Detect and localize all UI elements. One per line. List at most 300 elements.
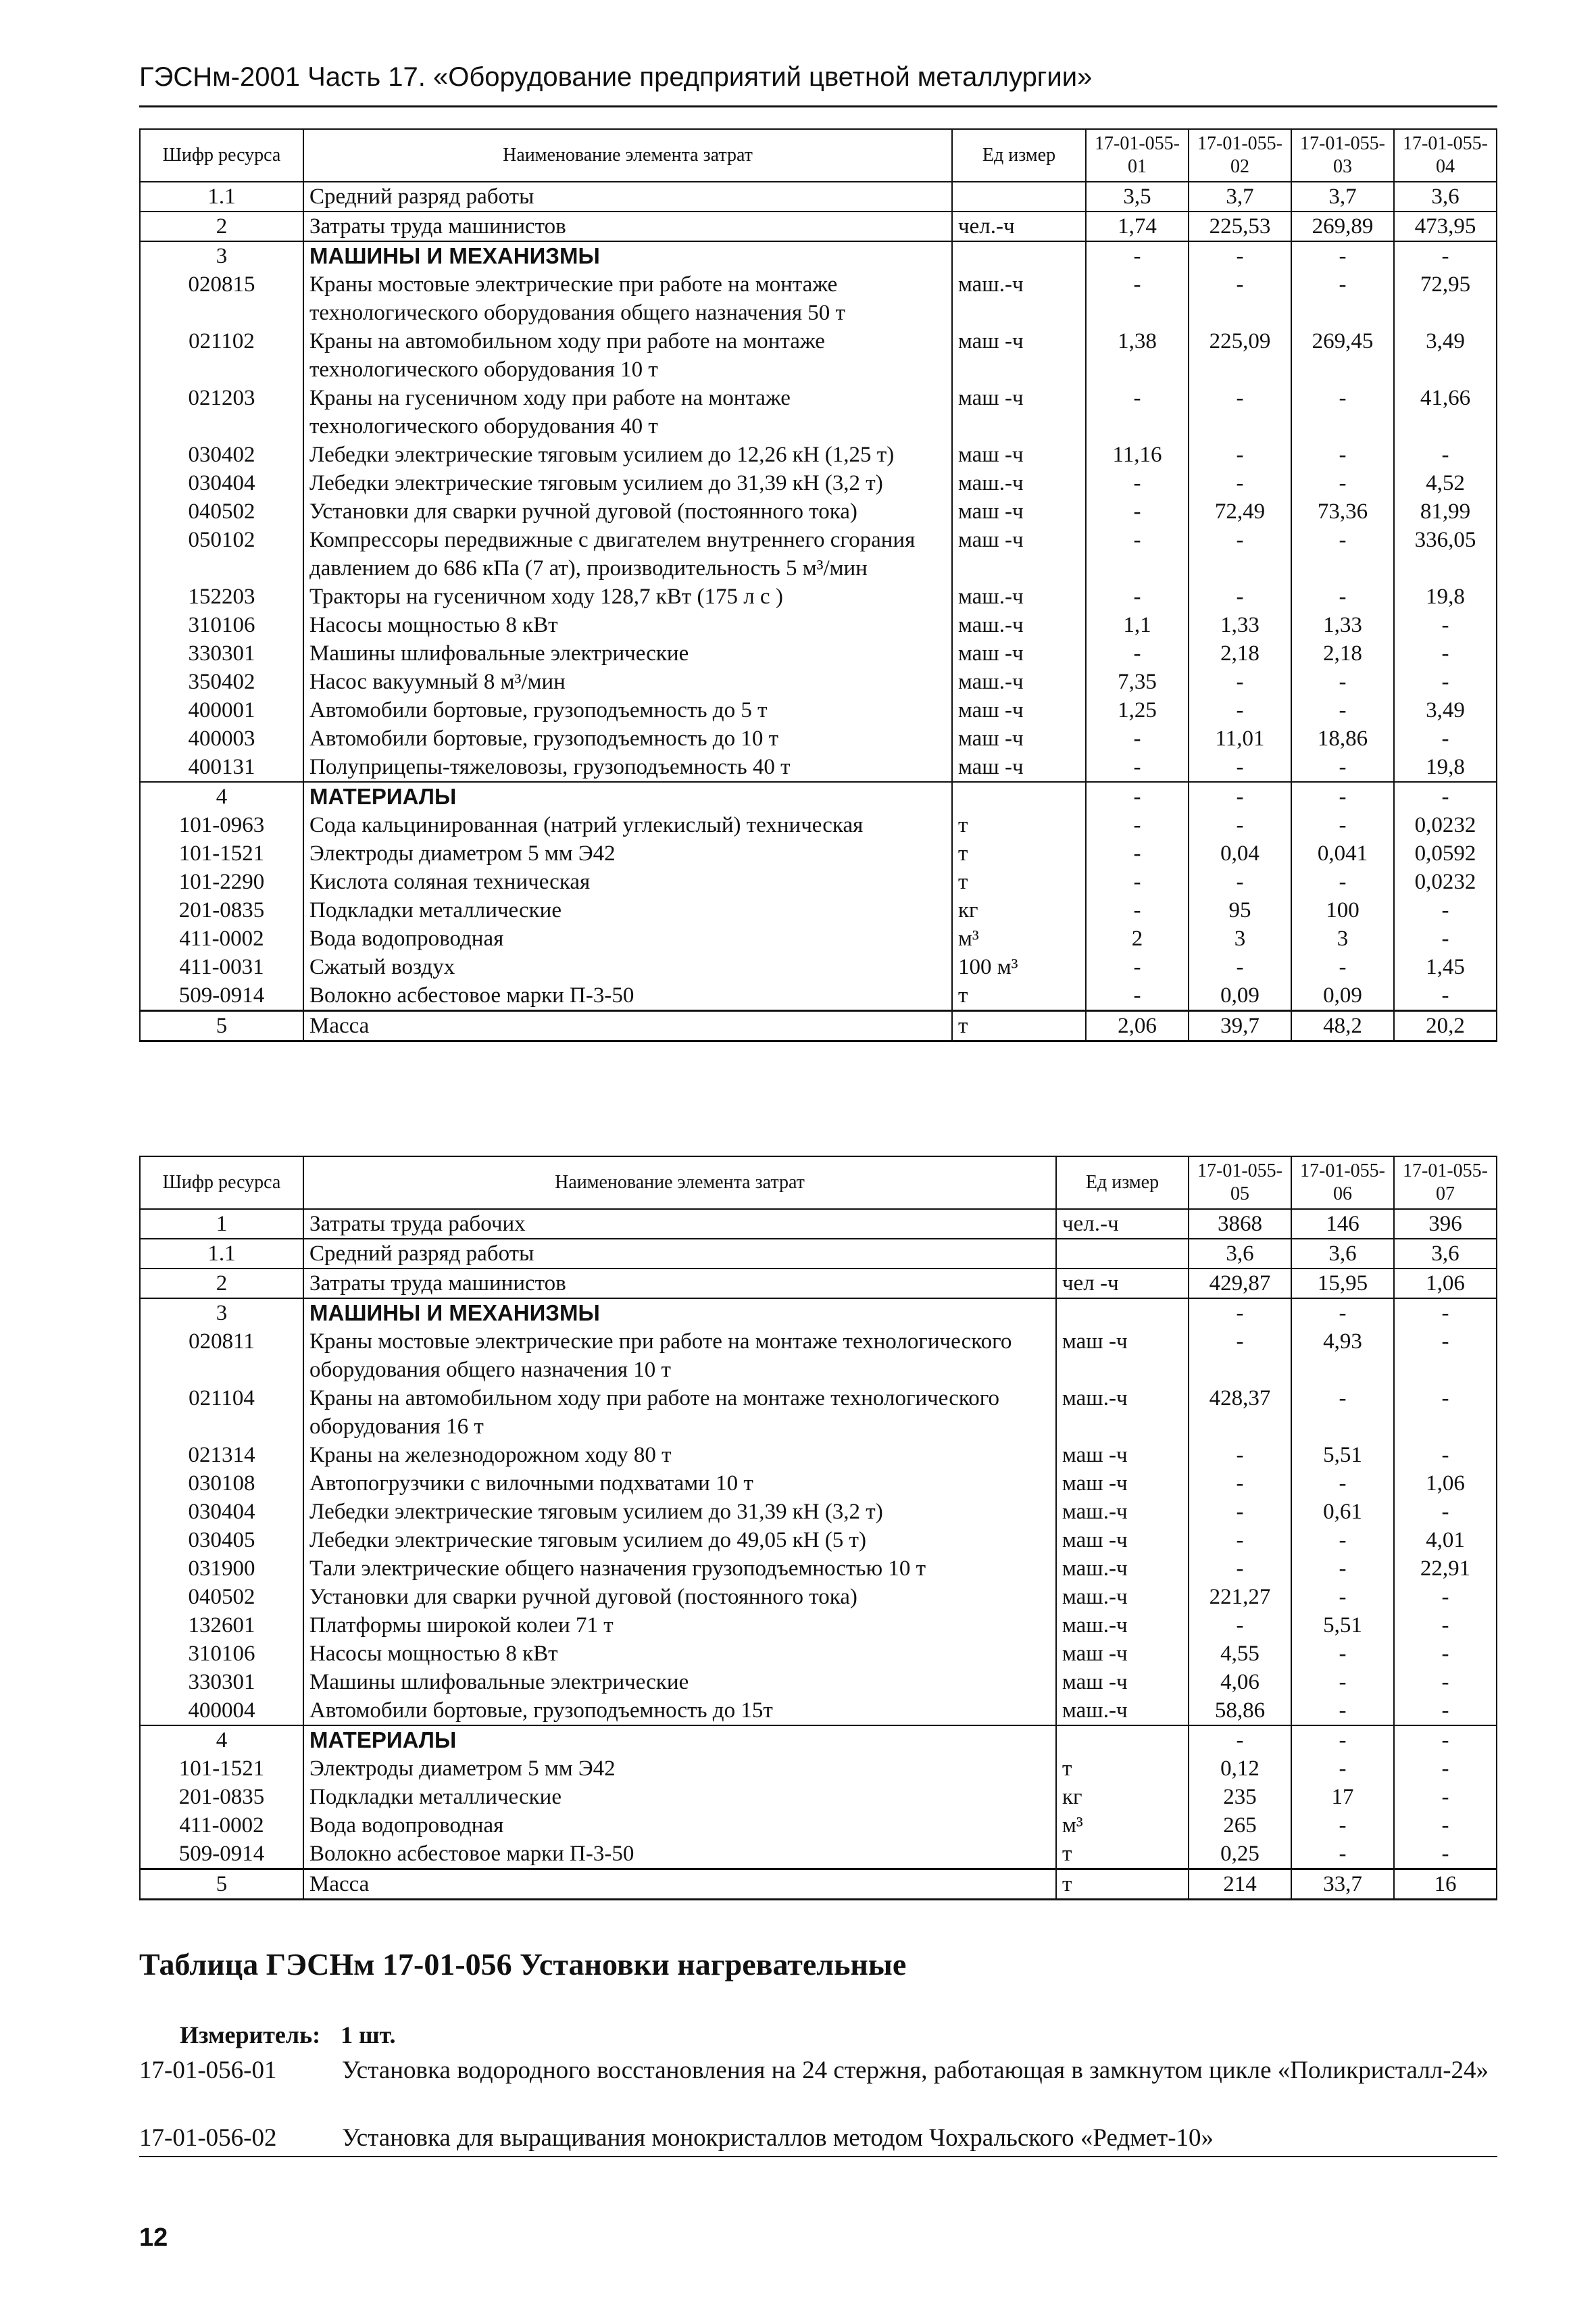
- norm-value-cell: -: [1394, 925, 1497, 953]
- total-row: [140, 1869, 1497, 1900]
- norm-value-cell: -: [1394, 1640, 1497, 1668]
- table-row: [140, 868, 1497, 896]
- unit-cell: [1056, 1725, 1189, 1754]
- norm-value-cell: -: [1086, 811, 1189, 839]
- unit-cell: т: [952, 868, 1086, 896]
- unit-cell: маш -ч: [1056, 1526, 1189, 1554]
- resource-code-cell: 152203: [140, 583, 303, 611]
- cost-element-name-cell: Сжатый воздух: [303, 953, 952, 981]
- table-row: [140, 1209, 1497, 1239]
- resource-code-cell: 400131: [140, 753, 303, 782]
- cost-element-name-cell: МАТЕРИАЛЫ: [303, 1725, 1056, 1754]
- resource-code-cell: 330301: [140, 639, 303, 668]
- table-row: [140, 1327, 1497, 1384]
- norm-value-cell: 1,45: [1394, 953, 1497, 981]
- norm-value-cell: 5,51: [1291, 1611, 1394, 1640]
- table-row: [140, 497, 1497, 526]
- table-row: [140, 1696, 1497, 1725]
- norm-value-cell: -: [1189, 1725, 1291, 1754]
- norm-value-cell: -: [1189, 583, 1291, 611]
- unit-cell: маш -ч: [952, 526, 1086, 583]
- unit-cell: маш -ч: [1056, 1441, 1189, 1469]
- resource-code-cell: 132601: [140, 1611, 303, 1640]
- resource-code-cell: 040502: [140, 497, 303, 526]
- table-row: [140, 441, 1497, 469]
- unit-cell: чел.-ч: [952, 212, 1086, 241]
- unit-cell: т: [952, 811, 1086, 839]
- section-row: [140, 1298, 1497, 1327]
- norm-value-cell: -: [1291, 1526, 1394, 1554]
- cost-element-name-cell: Сода кальцинированная (натрий углекислый) техническая: [303, 811, 952, 839]
- norm-value-cell: -: [1291, 1583, 1394, 1611]
- norm-value-cell: -: [1086, 241, 1189, 270]
- col-header-code: Шифр ресурса: [140, 1156, 303, 1209]
- table-row: [140, 1783, 1497, 1811]
- resource-code-cell: 101-2290: [140, 868, 303, 896]
- cost-element-name-cell: Платформы широкой колеи 71 т: [303, 1611, 1056, 1640]
- table-row: [140, 981, 1497, 1011]
- table-body: [140, 1209, 1497, 1900]
- cost-element-name-cell: Насосы мощностью 8 кВт: [303, 611, 952, 639]
- section-row: [140, 241, 1497, 270]
- norm-value-cell: 1,33: [1291, 611, 1394, 639]
- resource-code-cell: 040502: [140, 1583, 303, 1611]
- norm-value-cell: -: [1291, 811, 1394, 839]
- norm-value-cell: -: [1291, 384, 1394, 441]
- norm-value-cell: -: [1394, 724, 1497, 753]
- table-row: [140, 639, 1497, 668]
- norm-value-cell: -: [1189, 953, 1291, 981]
- unit-cell: маш -ч: [952, 497, 1086, 526]
- cost-element-name-cell: МАТЕРИАЛЫ: [303, 782, 952, 811]
- norm-value-cell: -: [1394, 241, 1497, 270]
- resource-code-cell: 030404: [140, 1498, 303, 1526]
- unit-cell: маш.-ч: [952, 583, 1086, 611]
- unit-cell: маш.-ч: [1056, 1554, 1189, 1583]
- norm-value-cell: -: [1086, 384, 1189, 441]
- page-number: 12: [139, 2223, 168, 2252]
- cost-element-name-cell: Вода водопроводная: [303, 925, 952, 953]
- table-row: [140, 1384, 1497, 1441]
- norm-value-cell: 1,06: [1394, 1269, 1497, 1298]
- cost-element-name-cell: Лебедки электрические тяговым усилием до 12,26 кН (1,25 т): [303, 441, 952, 469]
- table-row: [140, 696, 1497, 724]
- norm-value-cell: -: [1291, 1696, 1394, 1725]
- norm-value-cell: -: [1189, 1611, 1291, 1640]
- cost-element-name-cell: Краны мостовые электрические при работе на монтаже технологического оборудования общего назначения 10 т: [303, 1327, 1056, 1384]
- unit-cell: маш.-ч: [952, 611, 1086, 639]
- table-body: [140, 182, 1497, 1041]
- norm-value-cell: -: [1189, 753, 1291, 782]
- resource-code-cell: 310106: [140, 1640, 303, 1668]
- cost-element-name-cell: Краны на автомобильном ходу при работе на монтаже технологического оборудования 16 т: [303, 1384, 1056, 1441]
- norm-value-cell: -: [1291, 1469, 1394, 1498]
- cost-element-name-cell: Затраты труда рабочих: [303, 1209, 1056, 1239]
- unit-cell: маш -ч: [1056, 1640, 1189, 1668]
- norm-value-cell: 39,7: [1189, 1011, 1291, 1041]
- table-row: [140, 1811, 1497, 1840]
- unit-cell: маш -ч: [952, 753, 1086, 782]
- norm-value-cell: 3,6: [1189, 1239, 1291, 1269]
- norm-value-cell: 4,06: [1189, 1668, 1291, 1696]
- norm-value-cell: 0,0232: [1394, 811, 1497, 839]
- norm-value-cell: 18,86: [1291, 724, 1394, 753]
- norm-value-cell: -: [1394, 1327, 1497, 1384]
- unit-cell: [1056, 1298, 1189, 1327]
- norm-value-cell: -: [1394, 441, 1497, 469]
- resource-code-cell: 400003: [140, 724, 303, 753]
- cost-element-name-cell: Автомобили бортовые, грузоподъемность до 10 т: [303, 724, 952, 753]
- norm-value-cell: -: [1086, 896, 1189, 925]
- cost-element-name-cell: МАШИНЫ И МЕХАНИЗМЫ: [303, 1298, 1056, 1327]
- norm-item-code: 17-01-056-02: [139, 2124, 277, 2152]
- total-row: [140, 1011, 1497, 1041]
- norm-value-cell: 146: [1291, 1209, 1394, 1239]
- norm-value-cell: -: [1189, 1498, 1291, 1526]
- norm-value-cell: -: [1189, 1554, 1291, 1583]
- norm-value-cell: 11,01: [1189, 724, 1291, 753]
- norm-value-cell: -: [1291, 1384, 1394, 1441]
- unit-cell: м³: [1056, 1811, 1189, 1840]
- norm-item-code: 17-01-056-01: [139, 2057, 277, 2084]
- norm-value-cell: -: [1394, 639, 1497, 668]
- norm-value-cell: 235: [1189, 1783, 1291, 1811]
- unit-cell: маш -ч: [1056, 1668, 1189, 1696]
- norm-value-cell: -: [1394, 1840, 1497, 1869]
- unit-cell: маш -ч: [952, 724, 1086, 753]
- resource-code-cell: 4: [140, 782, 303, 811]
- col-header-norm: 17-01-055-01: [1086, 129, 1189, 182]
- norm-value-cell: 3,6: [1291, 1239, 1394, 1269]
- norm-value-cell: -: [1291, 782, 1394, 811]
- cost-element-name-cell: Подкладки металлические: [303, 1783, 1056, 1811]
- norm-value-cell: -: [1394, 1725, 1497, 1754]
- resource-code-cell: 5: [140, 1869, 303, 1900]
- norm-value-cell: -: [1189, 270, 1291, 327]
- norm-value-cell: -: [1189, 1298, 1291, 1327]
- norm-value-cell: 3,49: [1394, 696, 1497, 724]
- resource-code-cell: 031900: [140, 1554, 303, 1583]
- resource-code-cell: 509-0914: [140, 981, 303, 1011]
- resource-code-cell: 021104: [140, 1384, 303, 1441]
- table-row: [140, 1441, 1497, 1469]
- norm-value-cell: -: [1394, 1498, 1497, 1526]
- col-header-name: Наименование элемента затрат: [303, 129, 952, 182]
- norm-value-cell: 20,2: [1394, 1011, 1497, 1041]
- norm-value-cell: 0,041: [1291, 839, 1394, 868]
- norm-value-cell: -: [1394, 668, 1497, 696]
- norm-value-cell: 0,12: [1189, 1754, 1291, 1783]
- resource-code-cell: 021203: [140, 384, 303, 441]
- norm-value-cell: 3,5: [1086, 182, 1189, 212]
- resource-code-cell: 101-0963: [140, 811, 303, 839]
- resource-code-cell: 201-0835: [140, 1783, 303, 1811]
- table-row: [140, 182, 1497, 212]
- resource-code-cell: 411-0002: [140, 1811, 303, 1840]
- norm-value-cell: -: [1086, 868, 1189, 896]
- norm-value-cell: -: [1291, 1554, 1394, 1583]
- table-row: [140, 1469, 1497, 1498]
- cost-element-name-cell: Кислота соляная техническая: [303, 868, 952, 896]
- unit-cell: маш.-ч: [952, 469, 1086, 497]
- table-row: [140, 1269, 1497, 1298]
- resource-code-cell: 020815: [140, 270, 303, 327]
- table-row: [140, 1498, 1497, 1526]
- resource-code-cell: 101-1521: [140, 839, 303, 868]
- norm-value-cell: 0,25: [1189, 1840, 1291, 1869]
- norm-value-cell: -: [1189, 1441, 1291, 1469]
- unit-cell: маш -ч: [952, 696, 1086, 724]
- table-row: [140, 611, 1497, 639]
- unit-cell: маш.-ч: [952, 668, 1086, 696]
- norm-value-cell: -: [1394, 981, 1497, 1011]
- norm-value-cell: -: [1189, 868, 1291, 896]
- norm-value-cell: 269,89: [1291, 212, 1394, 241]
- norm-value-cell: -: [1086, 526, 1189, 583]
- norm-value-cell: 19,8: [1394, 583, 1497, 611]
- measure-line: [180, 2021, 395, 2049]
- cost-element-name-cell: Масса: [303, 1011, 952, 1041]
- unit-cell: кг: [952, 896, 1086, 925]
- norm-value-cell: 1,33: [1189, 611, 1291, 639]
- norm-value-cell: -: [1189, 469, 1291, 497]
- norm-value-cell: 22,91: [1394, 1554, 1497, 1583]
- table-row: [140, 1840, 1497, 1869]
- unit-cell: маш.-ч: [1056, 1611, 1189, 1640]
- norm-value-cell: 428,37: [1189, 1384, 1291, 1441]
- table-row: [140, 1239, 1497, 1269]
- resource-code-cell: 1.1: [140, 182, 303, 212]
- norm-value-cell: 3,49: [1394, 327, 1497, 384]
- col-header-code: Шифр ресурса: [140, 129, 303, 182]
- norm-value-cell: -: [1189, 441, 1291, 469]
- cost-element-name-cell: Машины шлифовальные электрические: [303, 1668, 1056, 1696]
- norm-value-cell: 225,09: [1189, 327, 1291, 384]
- norm-item-text: Установка для выращивания монокристаллов методом Чохральского «Редмет-10»: [342, 2124, 1214, 2152]
- col-header-norm: 17-01-055-04: [1394, 129, 1497, 182]
- unit-cell: [952, 182, 1086, 212]
- norm-value-cell: 4,55: [1189, 1640, 1291, 1668]
- norm-value-cell: -: [1291, 526, 1394, 583]
- resource-code-cell: 030404: [140, 469, 303, 497]
- norm-value-cell: -: [1189, 384, 1291, 441]
- table-row: [140, 1611, 1497, 1640]
- cost-element-name-cell: Затраты труда машинистов: [303, 212, 952, 241]
- norm-value-cell: -: [1291, 696, 1394, 724]
- cost-element-name-cell: Автомобили бортовые, грузоподъемность до 5 т: [303, 696, 952, 724]
- table-row: [140, 925, 1497, 953]
- unit-cell: маш -ч: [952, 384, 1086, 441]
- norm-value-cell: 95: [1189, 896, 1291, 925]
- norm-value-cell: -: [1189, 668, 1291, 696]
- cost-element-name-cell: Электроды диаметром 5 мм Э42: [303, 839, 952, 868]
- norm-value-cell: -: [1189, 1327, 1291, 1384]
- table-row: [140, 839, 1497, 868]
- table-row: [140, 1526, 1497, 1554]
- norm-value-cell: 5,51: [1291, 1441, 1394, 1469]
- unit-cell: м³: [952, 925, 1086, 953]
- unit-cell: [952, 241, 1086, 270]
- norm-value-cell: 4,01: [1394, 1526, 1497, 1554]
- unit-cell: чел -ч: [1056, 1269, 1189, 1298]
- resource-code-cell: 5: [140, 1011, 303, 1041]
- resource-code-cell: 400001: [140, 696, 303, 724]
- norm-value-cell: 0,0232: [1394, 868, 1497, 896]
- unit-cell: т: [1056, 1754, 1189, 1783]
- norm-item-text: Установка водородного восстановления на 24 стержня, работающая в замкнутом цикле «Поликристалл-24»: [342, 2057, 1489, 2084]
- table-header-row: [140, 1156, 1497, 1209]
- norm-value-cell: -: [1086, 839, 1189, 868]
- resource-table-055-05-07: [139, 1156, 1497, 1900]
- norm-value-cell: -: [1291, 469, 1394, 497]
- table-row: [140, 724, 1497, 753]
- norm-value-cell: 473,95: [1394, 212, 1497, 241]
- resource-code-cell: 021314: [140, 1441, 303, 1469]
- norm-value-cell: 269,45: [1291, 327, 1394, 384]
- norm-value-cell: -: [1189, 526, 1291, 583]
- norm-value-cell: 0,04: [1189, 839, 1291, 868]
- norm-value-cell: -: [1394, 611, 1497, 639]
- table-row: [140, 896, 1497, 925]
- cost-element-name-cell: Тали электрические общего назначения грузоподъемностью 10 т: [303, 1554, 1056, 1583]
- resource-code-cell: 201-0835: [140, 896, 303, 925]
- norm-value-cell: 4,52: [1394, 469, 1497, 497]
- unit-cell: т: [1056, 1840, 1189, 1869]
- cost-element-name-cell: Затраты труда машинистов: [303, 1269, 1056, 1298]
- norm-value-cell: -: [1291, 1754, 1394, 1783]
- cost-element-name-cell: МАШИНЫ И МЕХАНИЗМЫ: [303, 241, 952, 270]
- norm-value-cell: 3,6: [1394, 182, 1497, 212]
- table-row: [140, 270, 1497, 327]
- unit-cell: маш -ч: [1056, 1327, 1189, 1384]
- col-header-norm: 17-01-055-06: [1291, 1156, 1394, 1209]
- norm-value-cell: -: [1291, 1840, 1394, 1869]
- table-title: Таблица ГЭСНм 17-01-056 Установки нагревательные: [139, 1947, 907, 1981]
- col-header-norm: 17-01-055-03: [1291, 129, 1394, 182]
- norm-value-cell: -: [1394, 1298, 1497, 1327]
- resource-code-cell: 030108: [140, 1469, 303, 1498]
- norm-value-cell: 1,74: [1086, 212, 1189, 241]
- norm-value-cell: 2,18: [1291, 639, 1394, 668]
- norm-value-cell: 265: [1189, 1811, 1291, 1840]
- unit-cell: маш.-ч: [1056, 1583, 1189, 1611]
- cost-element-name-cell: Волокно асбестовое марки П-3-50: [303, 981, 952, 1011]
- norm-value-cell: -: [1291, 583, 1394, 611]
- col-header-norm: 17-01-055-07: [1394, 1156, 1497, 1209]
- section-row: [140, 1725, 1497, 1754]
- norm-value-cell: 58,86: [1189, 1696, 1291, 1725]
- norm-value-cell: -: [1394, 1811, 1497, 1840]
- cost-element-name-cell: Установки для сварки ручной дуговой (постоянного тока): [303, 497, 952, 526]
- norm-value-cell: 214: [1189, 1869, 1291, 1900]
- cost-element-name-cell: Вода водопроводная: [303, 1811, 1056, 1840]
- col-header-norm: 17-01-055-02: [1189, 129, 1291, 182]
- page-header: ГЭСНм-2001 Часть 17. «Оборудование предприятий цветной металлургии»: [139, 62, 1093, 92]
- unit-cell: маш.-ч: [1056, 1498, 1189, 1526]
- table-row: [140, 384, 1497, 441]
- table-header-row: [140, 129, 1497, 182]
- norm-value-cell: 3868: [1189, 1209, 1291, 1239]
- norm-value-cell: 100: [1291, 896, 1394, 925]
- norm-value-cell: -: [1189, 811, 1291, 839]
- unit-cell: т: [1056, 1869, 1189, 1900]
- norm-value-cell: -: [1291, 270, 1394, 327]
- resource-code-cell: 030405: [140, 1526, 303, 1554]
- resource-code-cell: 1: [140, 1209, 303, 1239]
- resource-code-cell: 411-0002: [140, 925, 303, 953]
- norm-value-cell: -: [1394, 1754, 1497, 1783]
- norm-value-cell: 72,49: [1189, 497, 1291, 526]
- norm-value-cell: -: [1086, 469, 1189, 497]
- resource-code-cell: 101-1521: [140, 1754, 303, 1783]
- resource-table-055-01-04: [139, 128, 1497, 1042]
- norm-value-cell: -: [1189, 241, 1291, 270]
- norm-value-cell: 2,18: [1189, 639, 1291, 668]
- norm-value-cell: -: [1394, 1441, 1497, 1469]
- table-row: [140, 1554, 1497, 1583]
- norm-value-cell: 0,61: [1291, 1498, 1394, 1526]
- resource-code-cell: 4: [140, 1725, 303, 1754]
- unit-cell: маш.-ч: [1056, 1696, 1189, 1725]
- table-row: [140, 212, 1497, 241]
- cost-element-name-cell: Автопогрузчики с вилочными подхватами 10 т: [303, 1469, 1056, 1498]
- section-row: [140, 782, 1497, 811]
- norm-value-cell: 2,06: [1086, 1011, 1189, 1041]
- unit-cell: т: [952, 839, 1086, 868]
- table-row: [140, 753, 1497, 782]
- norm-value-cell: 225,53: [1189, 212, 1291, 241]
- cost-element-name-cell: Масса: [303, 1869, 1056, 1900]
- norm-value-cell: 0,09: [1189, 981, 1291, 1011]
- unit-cell: 100 м³: [952, 953, 1086, 981]
- norm-value-cell: 81,99: [1394, 497, 1497, 526]
- norm-value-cell: -: [1394, 1583, 1497, 1611]
- table-row: [140, 668, 1497, 696]
- norm-value-cell: 3,7: [1291, 182, 1394, 212]
- table-row: [140, 1668, 1497, 1696]
- norm-value-cell: -: [1291, 753, 1394, 782]
- norm-value-cell: -: [1291, 1668, 1394, 1696]
- cost-element-name-cell: Полуприцепы-тяжеловозы, грузоподъемность 40 т: [303, 753, 952, 782]
- norm-value-cell: 7,35: [1086, 668, 1189, 696]
- norm-value-cell: -: [1291, 1298, 1394, 1327]
- unit-cell: маш -ч: [952, 441, 1086, 469]
- measure-label: Измеритель:: [180, 2021, 321, 2048]
- cost-element-name-cell: Лебедки электрические тяговым усилием до 31,39 кН (3,2 т): [303, 1498, 1056, 1526]
- resource-code-cell: 020811: [140, 1327, 303, 1384]
- norm-value-cell: 1,06: [1394, 1469, 1497, 1498]
- resource-code-cell: 2: [140, 212, 303, 241]
- norm-value-cell: -: [1394, 1384, 1497, 1441]
- cost-element-name-cell: Насосы мощностью 8 кВт: [303, 1640, 1056, 1668]
- norm-value-cell: -: [1291, 953, 1394, 981]
- table-row: [140, 1583, 1497, 1611]
- norm-value-cell: -: [1086, 639, 1189, 668]
- norm-value-cell: -: [1291, 1725, 1394, 1754]
- table-row: [140, 1640, 1497, 1668]
- cost-element-name-cell: Насос вакуумный 8 м³/мин: [303, 668, 952, 696]
- unit-cell: [952, 782, 1086, 811]
- norm-value-cell: 16: [1394, 1869, 1497, 1900]
- norm-value-cell: 221,27: [1189, 1583, 1291, 1611]
- norm-value-cell: 17: [1291, 1783, 1394, 1811]
- measure-value: 1 шт.: [341, 2021, 396, 2048]
- norm-value-cell: 1,1: [1086, 611, 1189, 639]
- norm-value-cell: 0,09: [1291, 981, 1394, 1011]
- norm-value-cell: -: [1394, 1611, 1497, 1640]
- table-row: [140, 526, 1497, 583]
- norm-value-cell: -: [1291, 868, 1394, 896]
